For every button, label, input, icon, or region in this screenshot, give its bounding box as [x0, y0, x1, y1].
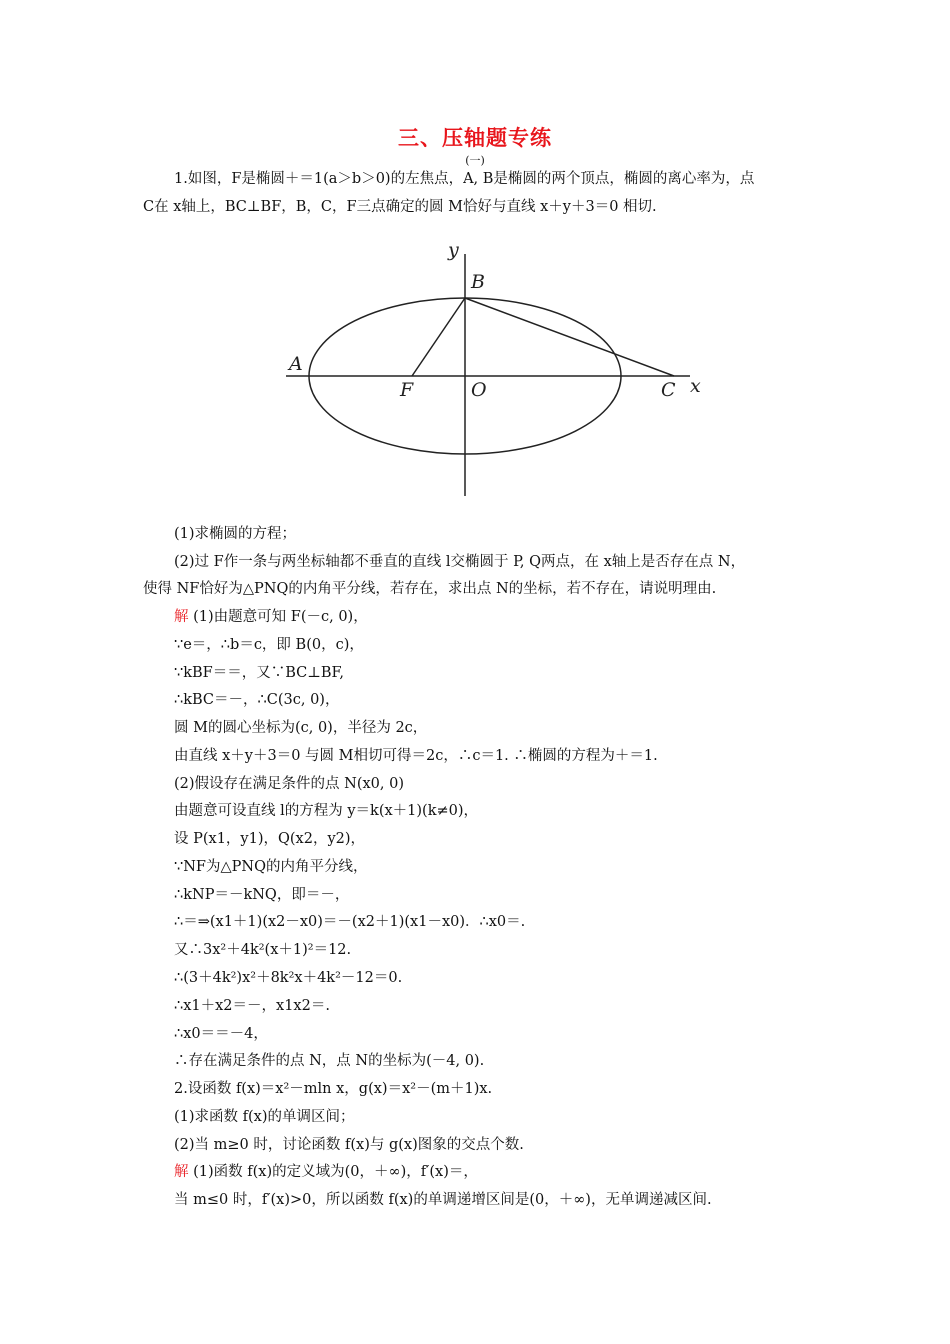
page-subtitle: (一) — [465, 154, 485, 167]
page-title: 三、压轴题专练 — [398, 126, 552, 150]
solution2-label: 解 — [174, 1164, 189, 1180]
problem2-text: 2.设函数 f(x)＝x²－mln x，g(x)＝x²－(m＋1)x. — [174, 1081, 493, 1097]
solution1-line7: 由题意可设直线 l的方程为 y＝k(x＋1)(k≠0)， — [174, 803, 479, 819]
solution1-line16: ∴存在满足条件的点 N，点 N的坐标为(－4, 0). — [174, 1053, 485, 1069]
solution2-line1 — [174, 1162, 478, 1182]
problem1-text-line1: 1.如图，F是椭圆＋＝1(a＞b＞0)的左焦点，A, B是椭圆的两个顶点，椭圆的离心率为，点 — [174, 171, 755, 187]
solution1-line4: 圆 M的圆心坐标为(c, 0)，半径为 2c， — [174, 720, 428, 736]
solution1-line8: 设 P(x1，y1)，Q(x2，y2)， — [174, 831, 366, 847]
solution1-label: 解 — [174, 609, 189, 625]
problem2-q2: (2)当 m≥0 时，讨论函数 f(x)与 g(x)图象的交点个数. — [174, 1137, 524, 1153]
label-y: y — [448, 239, 459, 261]
problem2-q1: (1)求函数 f(x)的单调区间； — [174, 1109, 355, 1125]
solution1-line15: ∴x0＝＝－4， — [174, 1026, 268, 1042]
solution1-line5: 由直线 x＋y＋3＝0 与圆 M相切可得＝2c，∴c＝1. ∴椭圆的方程为＋＝1. — [174, 748, 658, 764]
solution2-text1: (1)函数 f(x)的定义域为(0，＋∞)，f′(x)＝， — [188, 1164, 478, 1180]
solution1-line0 — [174, 607, 368, 627]
line-BF — [412, 298, 465, 376]
problem1-text-line2: C在 x轴上，BC⊥BF，B，C，F三点确定的圆 M恰好与直线 x＋y＋3＝0 相切. — [143, 199, 657, 215]
label-A: A — [289, 353, 303, 375]
solution1-line12: 又∴3x²＋4k²(x＋1)²＝12. — [174, 942, 352, 958]
solution1-line6: (2)假设存在满足条件的点 N(x0, 0) — [174, 776, 404, 792]
solution1-line11: ∴＝⇒(x1＋1)(x2－x0)＝－(x2＋1)(x1－x0)．∴x0＝. — [174, 914, 526, 930]
problem1-q2-line2: 使得 NF恰好为△PNQ的内角平分线，若存在，求出点 N的坐标，若不存在，请说明理由. — [143, 581, 717, 597]
solution1-line14: ∴x1＋x2＝－，x1x2＝. — [174, 998, 330, 1014]
solution1-line2: ∵kBF＝＝，又∵BC⊥BF, — [174, 665, 344, 681]
solution1-line9: ∵NF为△PNQ的内角平分线， — [174, 859, 368, 875]
solution1-line1: ∵e＝，∴b＝c，即 B(0，c)， — [174, 637, 364, 653]
solution1-line13: ∴(3＋4k²)x²＋8k²x＋4k²－12＝0. — [174, 970, 403, 986]
solution1-line3: ∴kBC＝－，∴C(3c, 0)， — [174, 692, 340, 708]
solution2-line2: 当 m≤0 时，f′(x)>0，所以函数 f(x)的单调递增区间是(0，＋∞)，无单调递减区间. — [174, 1192, 712, 1208]
label-O: O — [471, 379, 487, 401]
label-C: C — [661, 379, 676, 401]
solution1-text0: (1)由题意可知 F(－c, 0)， — [188, 609, 368, 625]
problem1-q2-line1: (2)过 F作一条与两坐标轴都不垂直的直线 l交椭圆于 P, Q两点，在 x轴上是否存在点 N， — [174, 554, 746, 570]
solution1-line10: ∴kNP＝－kNQ，即＝－， — [174, 887, 350, 903]
label-x: x — [690, 375, 701, 397]
line-BC — [465, 298, 674, 376]
problem1-q1: (1)求椭圆的方程； — [174, 526, 297, 542]
ellipse-figure — [262, 232, 718, 517]
label-F: F — [400, 379, 414, 401]
label-B: B — [471, 271, 485, 293]
